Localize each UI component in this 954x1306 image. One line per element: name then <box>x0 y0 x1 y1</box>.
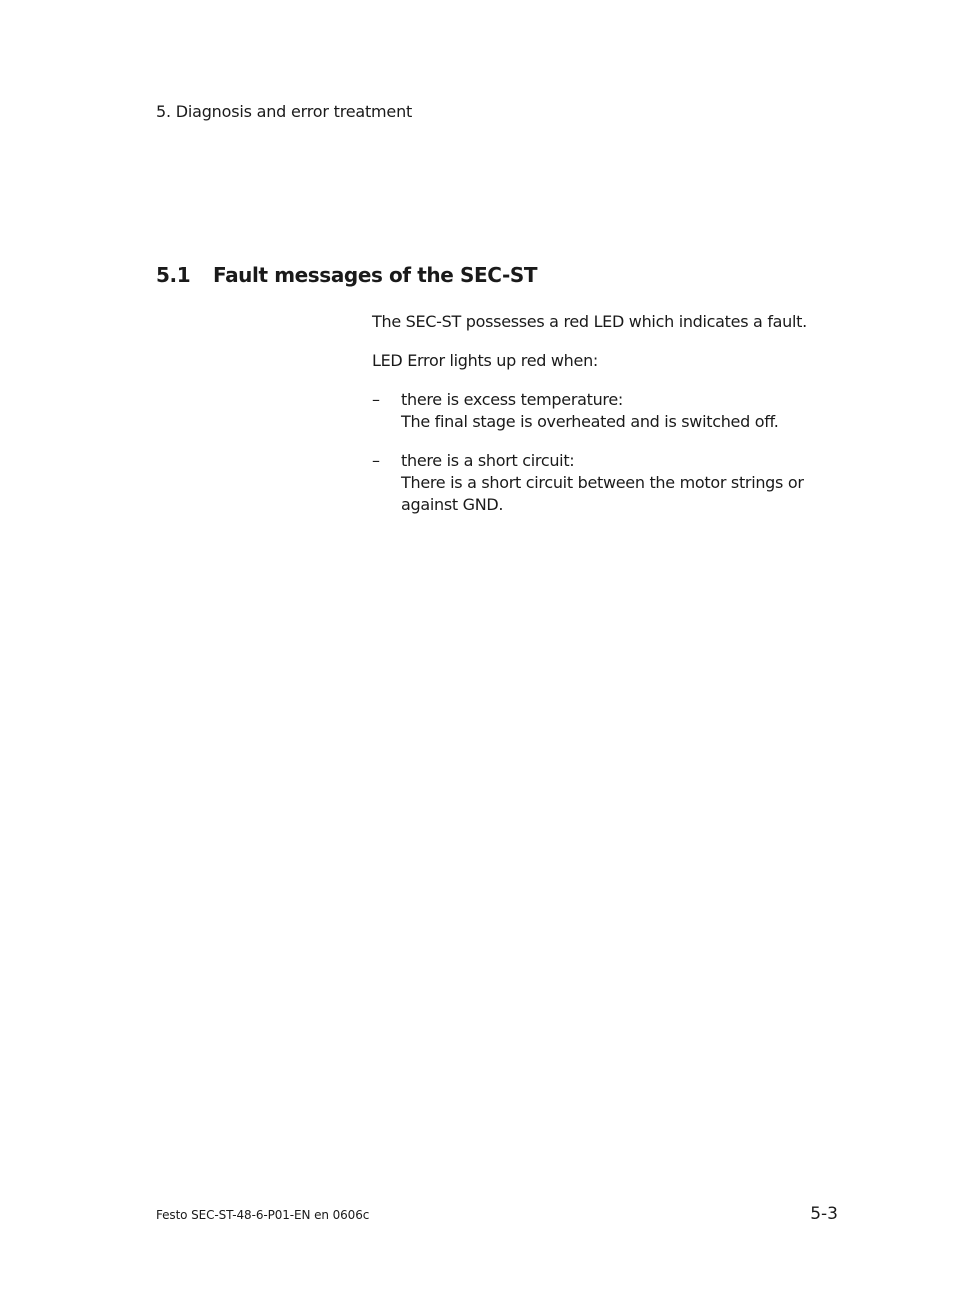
section-heading <box>156 263 537 287</box>
list-item-text <box>401 389 822 433</box>
section-title: Fault messages of the SEC-ST <box>213 263 538 287</box>
condition-list <box>372 389 822 516</box>
running-header: 5. Diagnosis and error treatment <box>156 102 413 121</box>
section-number: 5.1 <box>156 263 191 287</box>
list-item-detail: There is a short circuit between the motor strings or against GND. <box>401 473 804 514</box>
list-marker: – <box>372 390 380 409</box>
body-text <box>372 311 822 533</box>
footer-document-id: Festo SEC-ST-48-6-P01-EN en 0606c <box>156 1208 370 1222</box>
footer-page-number: 5-3 <box>810 1204 838 1224</box>
intro-paragraph: The SEC-ST possesses a red LED which indicates a fault. <box>372 312 807 331</box>
list-item-text <box>401 450 822 516</box>
list-item-detail: The final stage is overheated and is switched off. <box>401 412 779 431</box>
list-marker: – <box>372 451 380 470</box>
list-item <box>372 389 822 433</box>
list-item-title: there is a short circuit: <box>401 451 575 470</box>
list-item-title: there is excess temperature: <box>401 390 623 409</box>
lead-paragraph: LED Error lights up red when: <box>372 351 598 370</box>
list-item <box>372 450 822 516</box>
